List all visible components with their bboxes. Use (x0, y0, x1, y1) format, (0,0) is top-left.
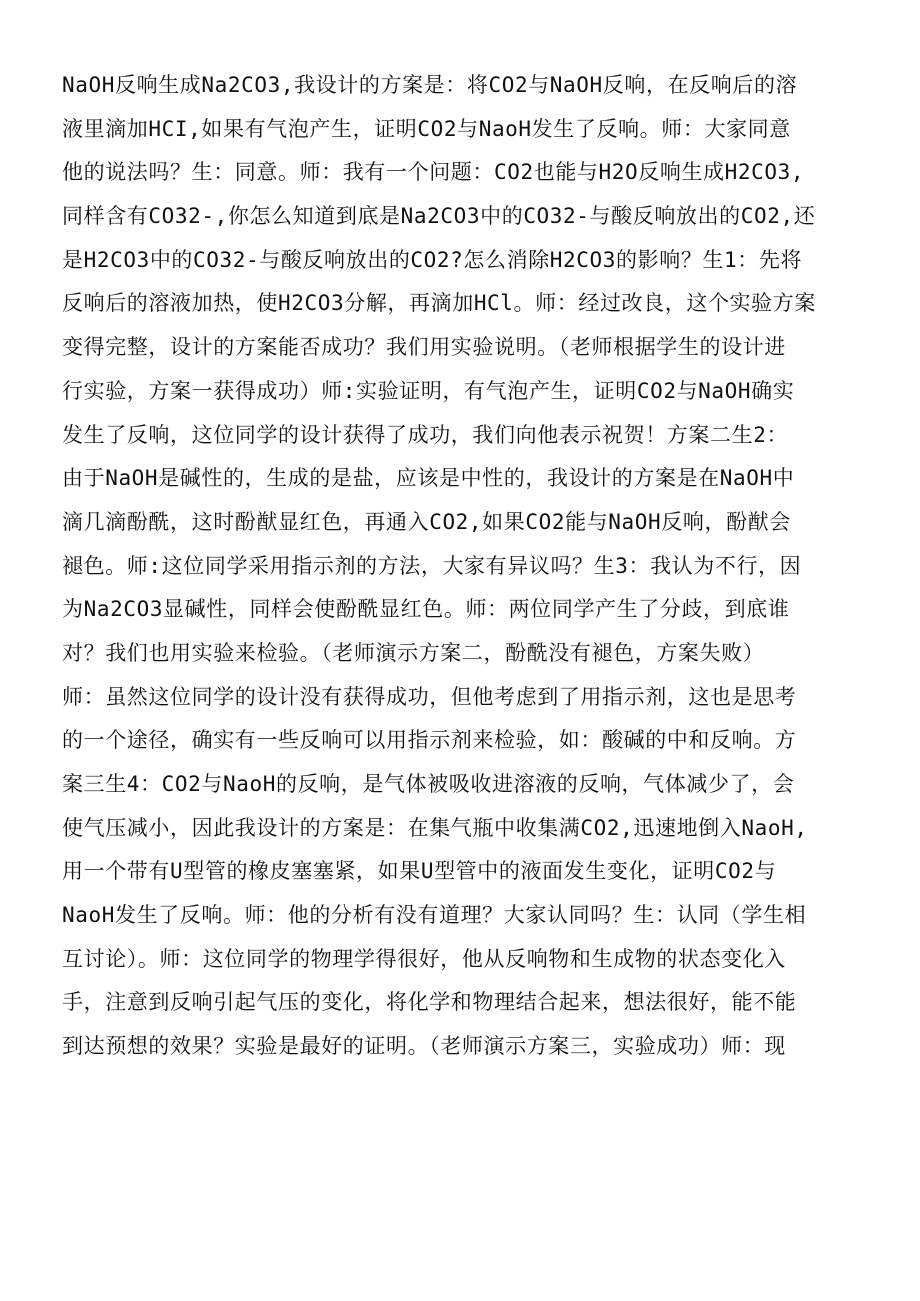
text-line: 发生了反响，这位同学的设计获得了成功，我们向他表示祝贺！方案二生2： (62, 422, 789, 447)
text-line: 使气压减小，因此我设计的方案是：在集气瓶中收集满CO2,迅速地倒入NaoH, (62, 815, 808, 840)
text-line: 同样含有CO32-,你怎么知道到底是Na2CO3中的CO32-与酸反响放出的CO2,还 (62, 204, 816, 229)
text-line: 他的说法吗？生：同意。师：我有一个问题：CO2也能与H2O反响生成H2CO3, (62, 160, 805, 185)
text-line: 是H2CO3中的CO32-与酸反响放出的CO2?怎么消除H2CO3的影响？生1：先将 (62, 247, 803, 272)
text-line: 到达预想的效果？实验是最好的证明。（老师演示方案三，实验成功）师：现 (62, 1034, 786, 1059)
text-line: 用一个带有U型管的橡皮塞塞紧，如果U型管中的液面发生变化，证明CO2与 (62, 859, 777, 884)
text-line: 褪色。师:这位同学采用指示剂的方法，大家有异议吗？生3：我认为不行，因 (62, 553, 802, 578)
text-line: NaOH反响生成Na2CO3,我设计的方案是：将CO2与NaOH反响，在反响后的溶 (62, 73, 798, 97)
text-line: 互讨论）。师：这位同学的物理学得很好，他从反响物和生成物的状态变化入 (62, 946, 786, 971)
text-line: 液里滴加HCI,如果有气泡产生，证明CO2与NaoH发生了反响。师：大家同意 (62, 116, 791, 141)
text-line: 为Na2CO3显碱性，同样会使酚酰显红色。师：两位同学产生了分歧，到底谁 (62, 597, 790, 622)
text-line: 变得完整，设计的方案能否成功？我们用实验说明。（老师根据学生的设计进 (62, 335, 786, 360)
text-line: 手，注意到反响引起气压的变化，将化学和物理结合起来，想法很好，能不能 (62, 990, 797, 1015)
text-line: 对？我们也用实验来检验。（老师演示方案二，酚酰没有褪色，方案失败） (62, 640, 765, 665)
text-line: 由于NaOH是碱性的，生成的是盐，应该是中性的，我设计的方案是在NaOH中 (62, 466, 795, 491)
text-line: 反响后的溶液加热，使H2CO3分解，再滴加HCl。师：经过改良，这个实验方案 (62, 291, 816, 316)
body-text (62, 64, 862, 1069)
text-line: 案三生4：CO2与NaoH的反响，是气体被吸收进溶液的反响，气体减少了，会 (62, 772, 795, 796)
text-line: NaoH发生了反响。师：他的分析有没有道理？大家认同吗？生：认同（学生相 (62, 903, 807, 928)
text-line: 滴几滴酚酰，这时酚猷显红色，再通入CO2,如果CO2能与NaOH反响，酚猷会 (62, 509, 791, 534)
text-line: 行实验，方案一获得成功）师:实验证明，有气泡产生，证明CO2与NaOH确实 (62, 378, 795, 403)
text-line: 师：虽然这位同学的设计没有获得成功，但他考虑到了用指示剂，这也是思考 (62, 684, 797, 709)
text-line: 的一个途径，确实有一些反响可以用指示剂来检验，如：酸碱的中和反响。方 (62, 728, 797, 753)
